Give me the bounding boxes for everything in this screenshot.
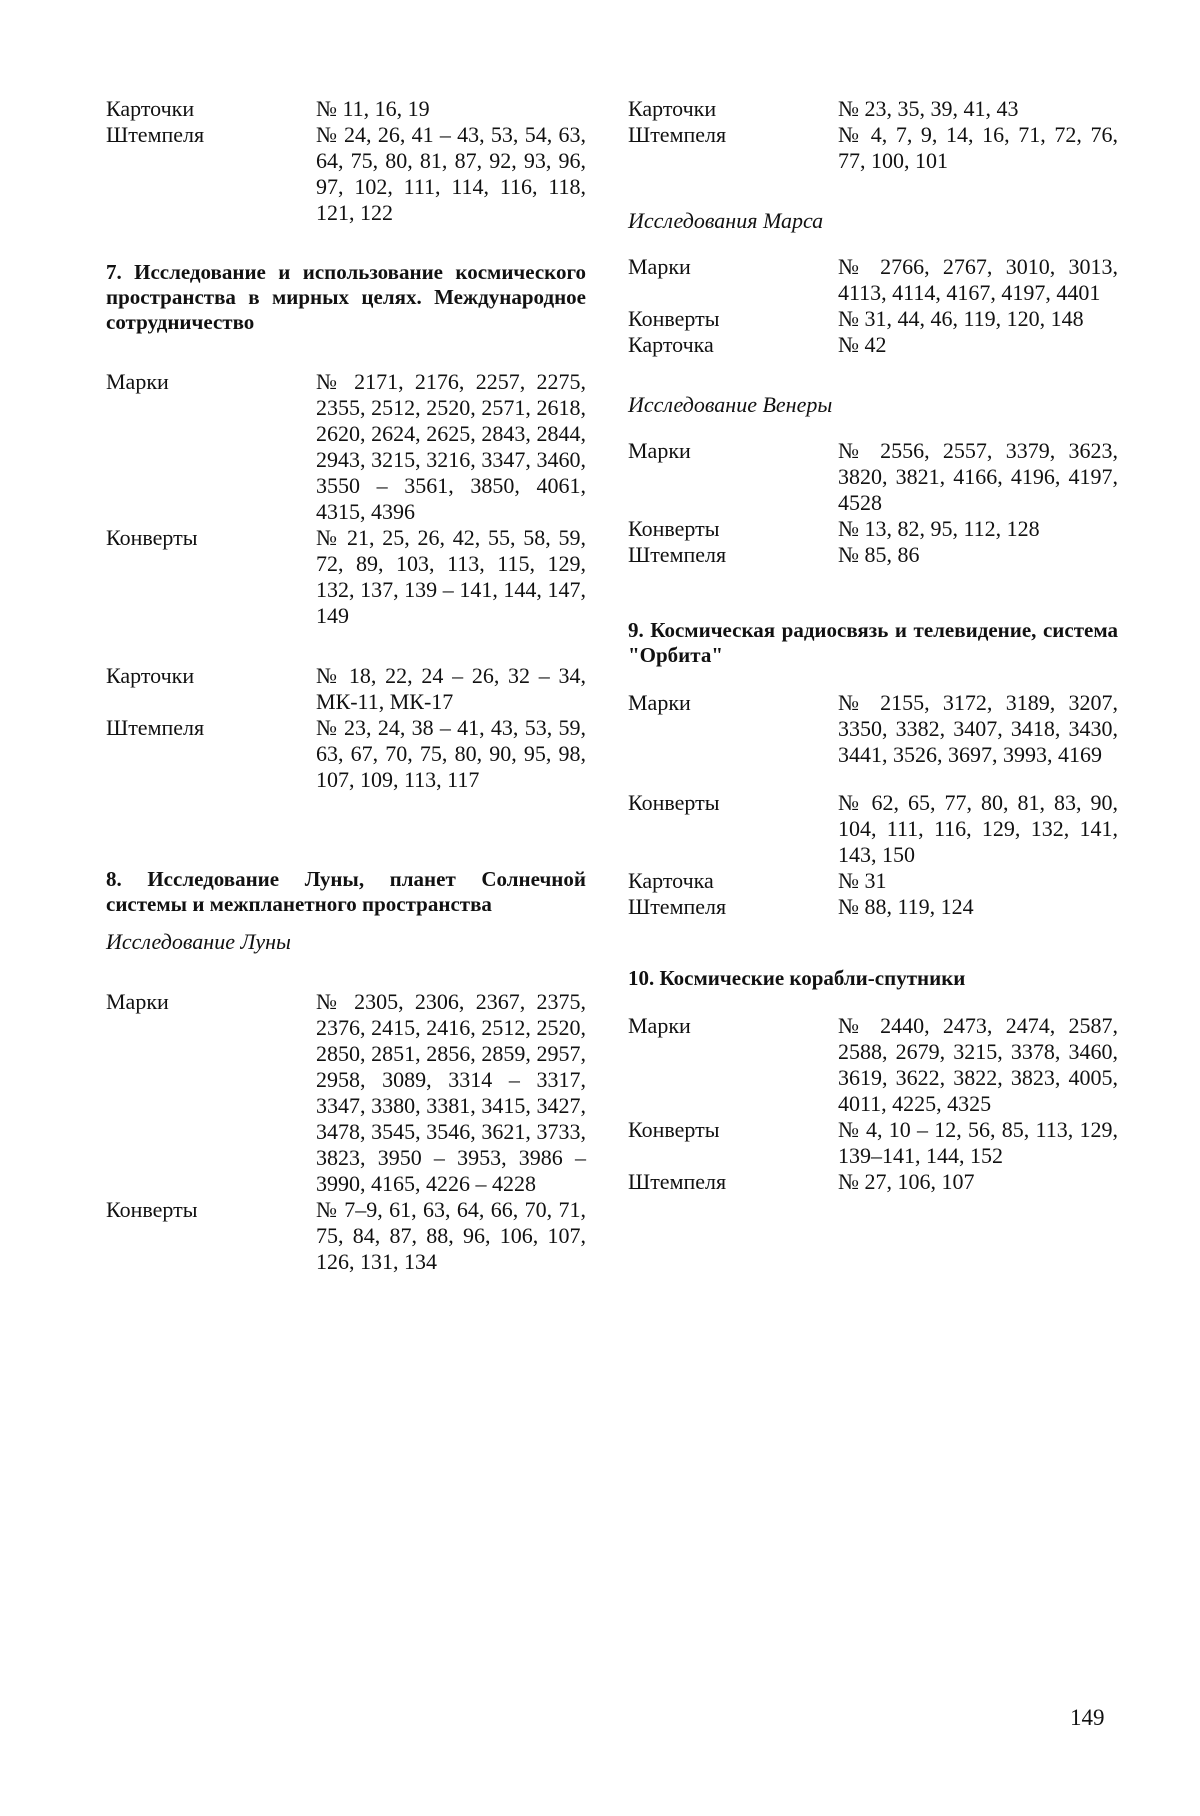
entry-group: [106, 96, 586, 226]
entry-label: Штемпеля: [628, 122, 727, 147]
mars-subheading: Исследования Марса: [628, 208, 824, 233]
entry-group: [628, 790, 1118, 920]
catalog-entry: [106, 1197, 586, 1275]
entry-group: [106, 989, 586, 1275]
catalog-entry: [628, 542, 1118, 568]
entry-value: № 4, 7, 9, 14, 16, 71, 72, 76, 77, 100, 101: [838, 122, 1118, 173]
entry-group: [628, 438, 1118, 568]
entry-value: № 88, 119, 124: [838, 894, 974, 919]
entry-value: № 27, 106, 107: [838, 1169, 975, 1194]
entry-label: Конверты: [628, 790, 720, 815]
entry-group: [628, 690, 1118, 768]
entry-label: Конверты: [628, 306, 720, 331]
entry-value: № 2556, 2557, 3379, 3623, 3820, 3821, 4166, 4196, 4197, 4528: [838, 438, 1118, 515]
catalog-entry: [628, 122, 1118, 174]
catalog-entry: [628, 254, 1118, 306]
entry-label: Штемпеля: [628, 1169, 727, 1194]
catalog-entry: [106, 663, 586, 715]
entry-group: [106, 369, 586, 629]
entry-value: № 13, 82, 95, 112, 128: [838, 516, 1040, 541]
catalog-entry: [628, 690, 1118, 768]
catalog-entry: [628, 438, 1118, 516]
right-column: [628, 96, 1118, 1195]
page-number: 149: [1070, 1705, 1105, 1730]
catalog-entry: [106, 989, 586, 1197]
entry-label: Карточки: [628, 96, 717, 121]
entry-value: № 24, 26, 41 – 43, 53, 54, 63, 64, 75, 80, 81, 87, 92, 93, 96, 97, 102, 111, 114, 116, 118, 121, 122: [316, 122, 586, 225]
entry-group: [628, 254, 1118, 358]
entry-label: Марки: [628, 1013, 691, 1038]
catalog-entry: [628, 1169, 1118, 1195]
entry-value: № 4, 10 – 12, 56, 85, 113, 129, 139–141, 144, 152: [838, 1117, 1118, 1168]
catalog-entry: [628, 1013, 1118, 1117]
entry-label: Штемпеля: [106, 715, 205, 740]
entry-value: № 2155, 3172, 3189, 3207, 3350, 3382, 3407, 3418, 3430, 3441, 3526, 3697, 3993, 4169: [838, 690, 1118, 767]
entry-value: № 21, 25, 26, 42, 55, 58, 59, 72, 89, 103, 113, 115, 129, 132, 137, 139 – 141, 144, 147, 149: [316, 525, 586, 628]
entry-label: Карточки: [106, 663, 195, 688]
entry-value: № 62, 65, 77, 80, 81, 83, 90, 104, 111, 116, 129, 132, 141, 143, 150: [838, 790, 1118, 867]
section-7-heading: 7. Исследование и использование космического пространства в мирных целях. Международное сотрудничество: [106, 260, 586, 334]
moon-subheading: Исследование Луны: [106, 929, 291, 954]
catalog-entry: [628, 306, 1118, 332]
entry-value: № 2305, 2306, 2367, 2375, 2376, 2415, 2416, 2512, 2520, 2850, 2851, 2856, 2859, 2957, 2958, 3089, 3314 – 3317, 3347, 3380, 3381, 3415, 3427, 3478, 3545, 3546, 3621, 3733, 3823, 3950 – 3953, 3986 – 3990, 4165, 4226 – 4228: [316, 989, 586, 1196]
entry-label: Конверты: [628, 1117, 720, 1142]
entry-label: Конверты: [106, 525, 198, 550]
entry-label: Штемпеля: [106, 122, 205, 147]
section-10-heading: 10. Космические корабли-спутники: [628, 966, 966, 990]
entry-label: Карточка: [628, 332, 714, 357]
catalog-entry: [628, 868, 1118, 894]
catalog-entry: [106, 96, 586, 122]
catalog-entry: [106, 525, 586, 629]
entry-value: № 31, 44, 46, 119, 120, 148: [838, 306, 1084, 331]
catalog-entry: [106, 715, 586, 793]
venus-subheading: Исследование Венеры: [628, 392, 833, 417]
entry-value: № 2440, 2473, 2474, 2587, 2588, 2679, 3215, 3378, 3460, 3619, 3622, 3822, 3823, 4005, 4011, 4225, 4325: [838, 1013, 1118, 1116]
catalog-entry: [106, 369, 586, 525]
section-8-heading: 8. Исследование Луны, планет Солнечной системы и межпланетного пространства: [106, 867, 586, 916]
catalog-entry: [628, 332, 1118, 358]
entry-value: № 31: [838, 868, 887, 893]
entry-label: Штемпеля: [628, 894, 727, 919]
entry-value: № 85, 86: [838, 542, 920, 567]
catalog-entry: [628, 894, 1118, 920]
entry-value: № 18, 22, 24 – 26, 32 – 34, МК-11, МК-17: [316, 663, 586, 714]
entry-label: Конверты: [628, 516, 720, 541]
section-9-heading: 9. Космическая радиосвязь и телевидение, система "Орбита": [628, 618, 1118, 667]
entry-label: Карточки: [106, 96, 195, 121]
entry-group: [628, 1013, 1118, 1195]
catalog-entry: [628, 1117, 1118, 1169]
entry-value: № 2171, 2176, 2257, 2275, 2355, 2512, 2520, 2571, 2618, 2620, 2624, 2625, 2843, 2844, 2943, 3215, 3216, 3347, 3460, 3550 – 3561, 3850, 4061, 4315, 4396: [316, 369, 586, 524]
entry-group: [106, 663, 586, 793]
entry-label: Марки: [628, 690, 691, 715]
entry-value: № 23, 24, 38 – 41, 43, 53, 59, 63, 67, 70, 75, 80, 90, 95, 98, 107, 109, 113, 117: [316, 715, 586, 792]
entry-value: № 23, 35, 39, 41, 43: [838, 96, 1019, 121]
catalog-entry: [628, 516, 1118, 542]
left-column: [106, 96, 586, 1275]
catalog-entry: [628, 790, 1118, 868]
entry-label: Штемпеля: [628, 542, 727, 567]
catalog-entry: [106, 122, 586, 226]
entry-label: Марки: [628, 438, 691, 463]
entry-value: № 42: [838, 332, 887, 357]
entry-label: Марки: [628, 254, 691, 279]
entry-label: Конверты: [106, 1197, 198, 1222]
entry-value: № 2766, 2767, 3010, 3013, 4113, 4114, 4167, 4197, 4401: [838, 254, 1118, 305]
entry-value: № 11, 16, 19: [316, 96, 430, 121]
entry-value: № 7–9, 61, 63, 64, 66, 70, 71, 75, 84, 87, 88, 96, 106, 107, 126, 131, 134: [316, 1197, 586, 1274]
entry-group: [628, 96, 1118, 174]
entry-label: Карточка: [628, 868, 714, 893]
entry-label: Марки: [106, 369, 169, 394]
catalog-entry: [628, 96, 1118, 122]
entry-label: Марки: [106, 989, 169, 1014]
